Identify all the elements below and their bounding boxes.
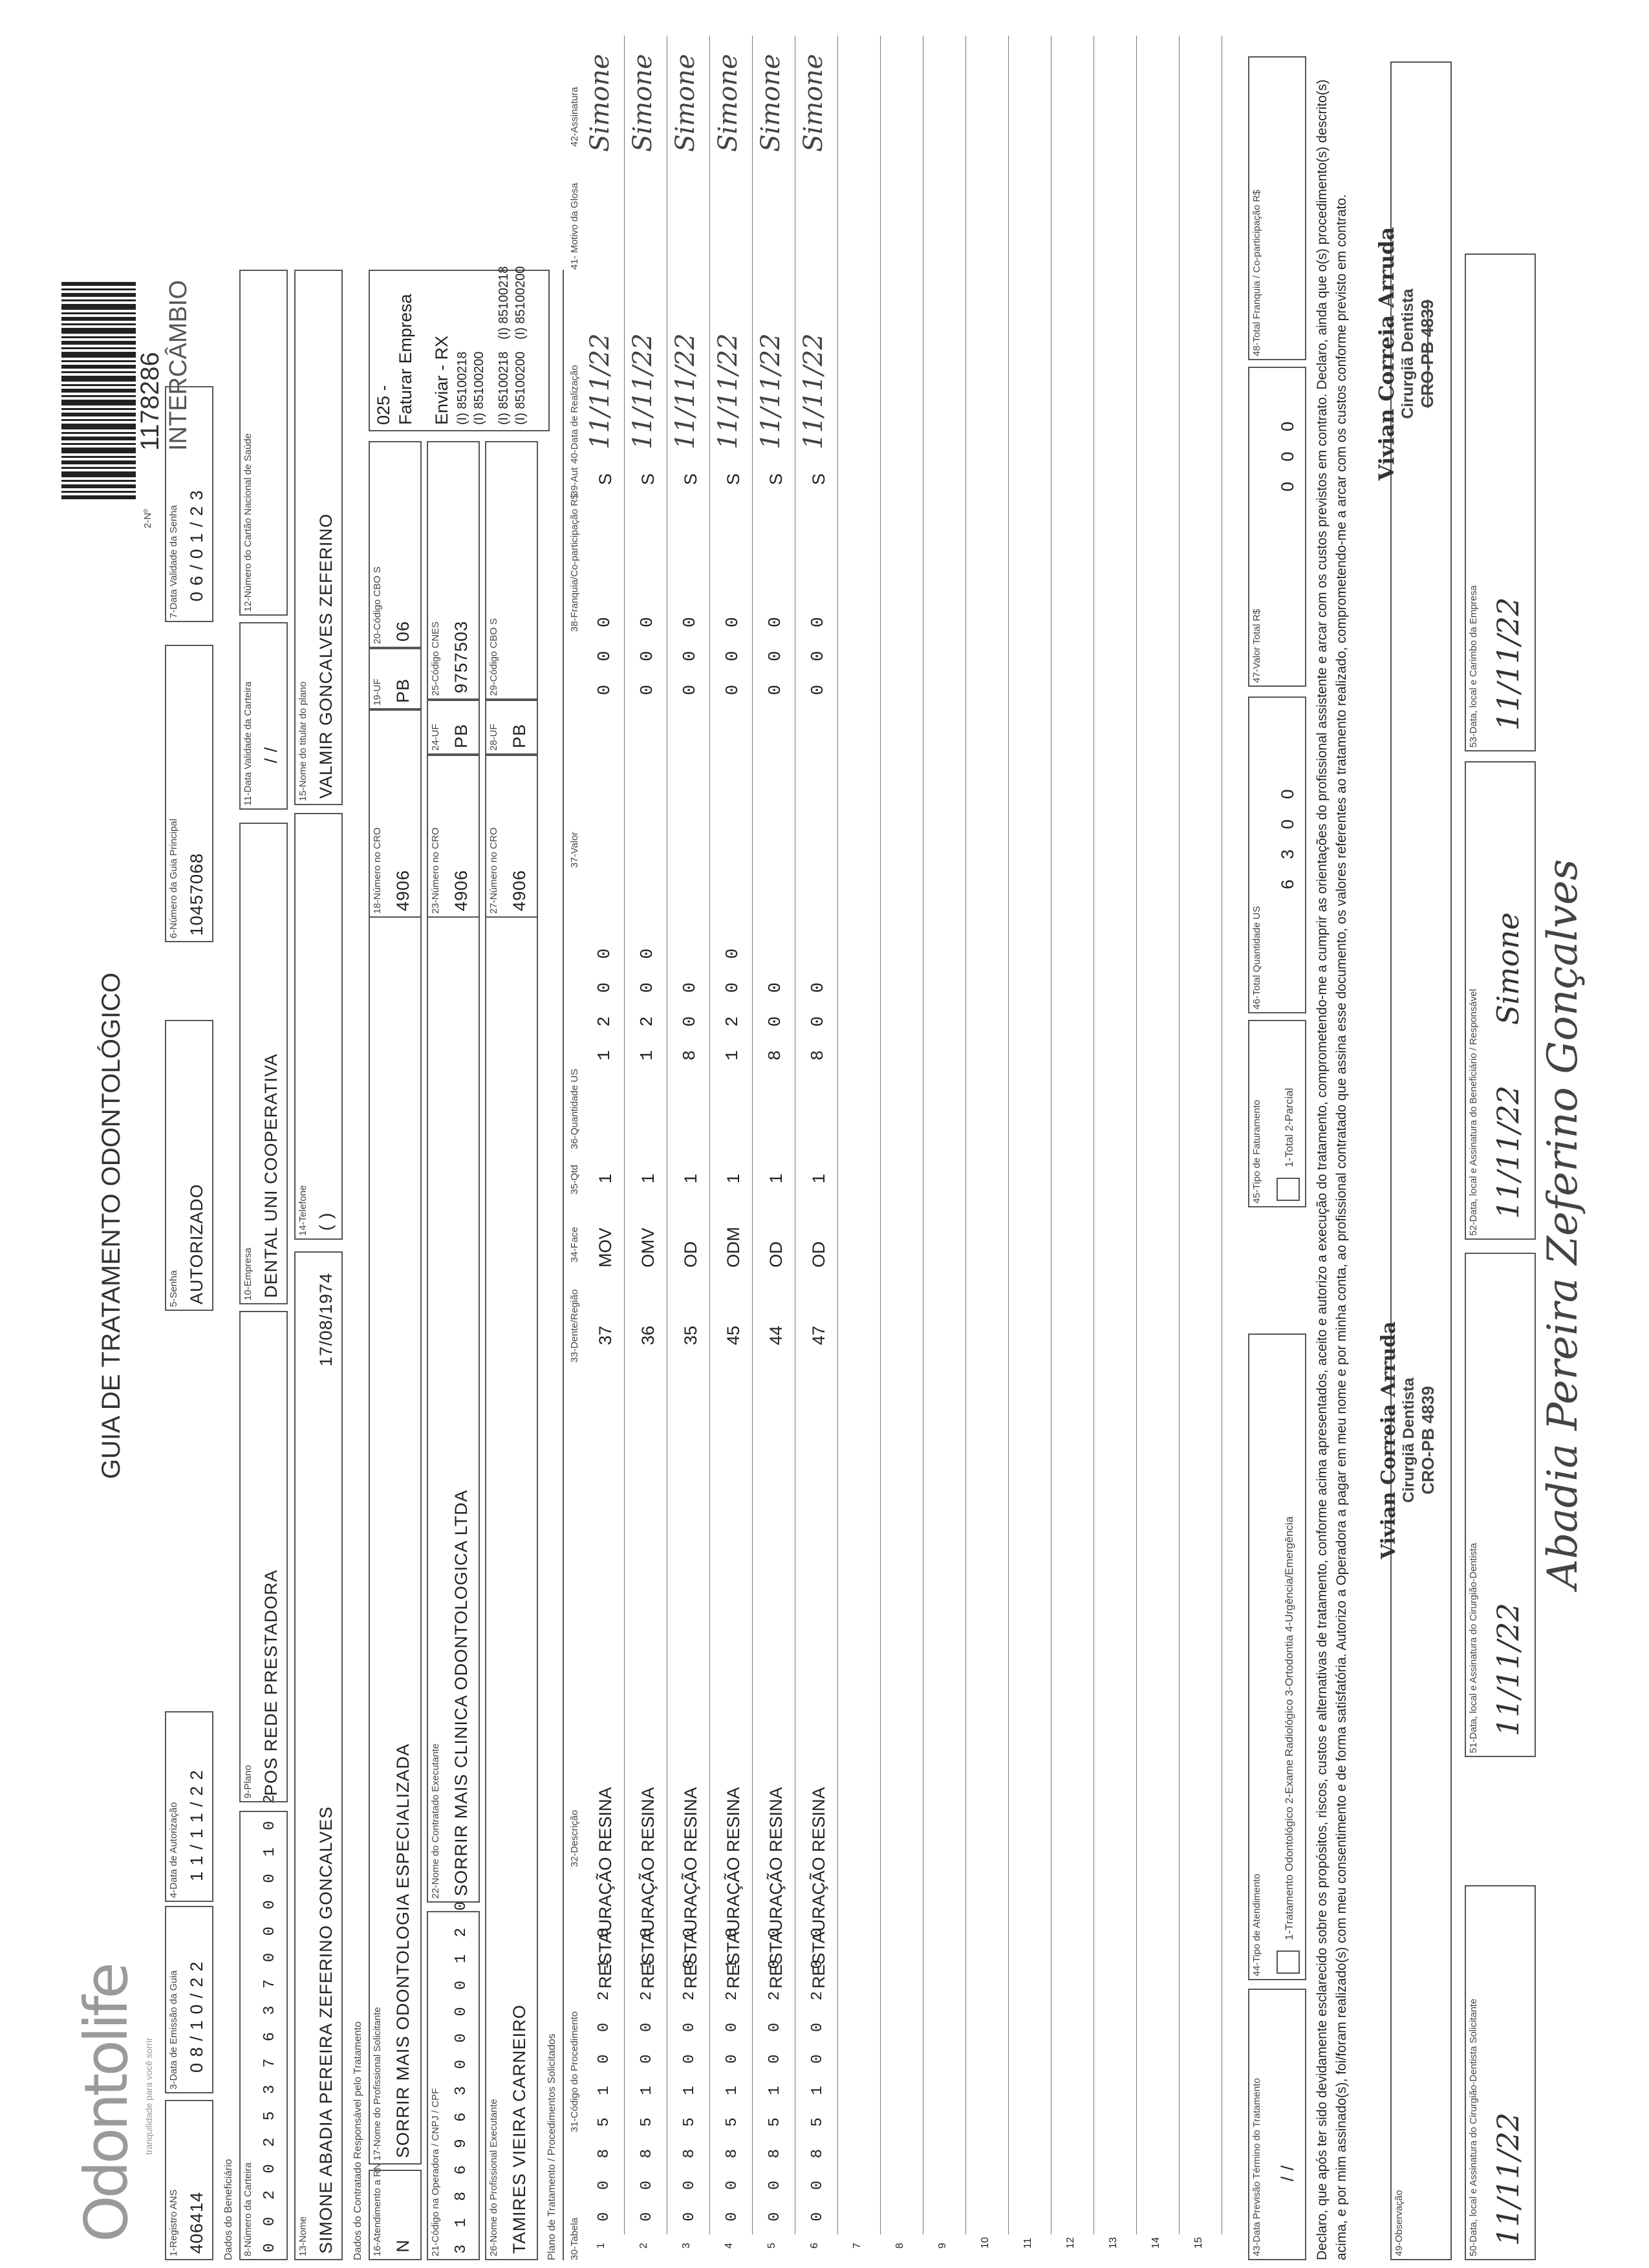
field-prof-solicitante[interactable]: 17-Nome do Profissional Solicitante SORRIR MAIS ODONTOLOGIA ESPECIALIZADA	[369, 916, 422, 2165]
stamp-left-cro: CRO-PB 4839	[1418, 1386, 1438, 1495]
sig52-name: Simone	[1491, 912, 1525, 1025]
cro-solicitante-value: 4906	[393, 869, 413, 911]
table-row[interactable]	[1012, 11, 1055, 2260]
table-row[interactable]	[969, 11, 1012, 2260]
guide-number: 1178286	[136, 352, 164, 451]
cell-n: 7	[852, 2243, 863, 2249]
header-descricao: 32-Descrição	[569, 1809, 580, 1867]
cell-codigo: 0 0 8 5 1 0 0 2 0 0	[809, 1921, 826, 2221]
uf-prof-executante-value: PB	[510, 723, 529, 748]
field-validade-carteira[interactable]: 11-Data Validade da Carteira / /	[239, 622, 288, 810]
cell-qtd-us: 8 0 0	[766, 975, 786, 1061]
field-tipo-atendimento[interactable]: 44-Tipo de Atendimento 1-Tratamento Odontológico 2-Exame Radiológico 3-Ortodontia 4-Urgência/Emergência	[1248, 1334, 1306, 1980]
row-rule	[837, 36, 838, 2234]
cell-assinatura: Simone	[585, 54, 615, 152]
field-data-emissao[interactable]: 3-Data de Emissão da Guia 0 8 / 1 0 / 2 2	[165, 1906, 213, 2093]
cell-valor: 0 0 0	[596, 610, 615, 695]
total-us-value: 6 3 0 0	[1278, 781, 1297, 889]
cell-n: 13	[1108, 2237, 1119, 2249]
row-rule	[1136, 36, 1137, 2234]
cro-executante-contratado-value: 4906	[451, 869, 471, 911]
cell-qtd: 1	[681, 1173, 700, 1183]
row-rule	[709, 36, 710, 2234]
field-empresa[interactable]: 10-Empresa DENTAL UNI COOPERATIVA	[239, 823, 288, 1304]
field-previsao-termino[interactable]: 43-Data Previsão Término do Tratamento / /	[1248, 1989, 1306, 2260]
cell-qtd-us: 1 2 0 0	[724, 942, 743, 1061]
cell-qtd-us: 8 0 0	[809, 975, 828, 1061]
side-note-4: (I) 85100218	[455, 351, 469, 425]
field-uf-executante-contratado[interactable]: 24-UF PB	[427, 700, 480, 755]
side-note-9: (I) 85100200	[513, 266, 528, 340]
field-prof-executante[interactable]: 26-Nome do Profissional Executante TAMIRES VIEIRA CARNEIRO	[485, 916, 538, 2260]
table-row[interactable]	[841, 11, 884, 2260]
cell-n: 12	[1065, 2237, 1076, 2249]
side-note-8: (I) 85100218	[497, 266, 511, 340]
uf-solicitante-value: PB	[393, 678, 413, 703]
cell-qtd: 1	[724, 1173, 743, 1183]
cell-qtd: 1	[809, 1173, 828, 1183]
row-rule	[1008, 36, 1009, 2234]
field-total-franquia[interactable]: 48-Total Franquia / Co-participação R$	[1248, 56, 1306, 360]
cell-n: 1	[596, 2243, 607, 2249]
cell-aut: S	[681, 473, 700, 485]
table-row[interactable]	[1097, 11, 1140, 2260]
field-cnes[interactable]: 25-Código CNES 9757503	[427, 441, 480, 700]
row-rule	[965, 36, 966, 2234]
signature-box-50[interactable]: 50-Data, local e Assinatura do Cirurgião-Dentista Solicitante 11/11/22	[1465, 1885, 1536, 2260]
field-cro-solicitante[interactable]: 18-Número no CRO 4906	[369, 709, 422, 916]
header-aut: 39-Aut	[569, 467, 580, 496]
cell-valor: 0 0 0	[809, 610, 828, 695]
table-row[interactable]	[1183, 11, 1225, 2260]
field-guia-principal[interactable]: 6-Número da Guia Principal 10457068	[165, 645, 213, 942]
table-row[interactable]	[799, 11, 841, 2260]
table-row[interactable]	[756, 11, 799, 2260]
cell-valor: 0 0 0	[638, 610, 658, 695]
stamp-right-name: Vivian Correia Arruda	[1374, 226, 1399, 481]
cell-n: 15	[1193, 2237, 1204, 2249]
cell-codigo: 0 0 8 5 1 0 0 2 1 8	[724, 1921, 741, 2221]
cell-qtd: 1	[638, 1173, 658, 1183]
cell-codigo: 0 0 8 5 1 0 0 2 1 8	[596, 1921, 613, 2221]
tipo-faturamento-options: 1-Total 2-Parcial	[1283, 1088, 1295, 1167]
field-titular[interactable]: 15-Nome do titular do plano VALMIR GONCALVES ZEFERINO	[294, 270, 343, 805]
cell-qtd: 1	[596, 1173, 615, 1183]
row-rule	[752, 36, 753, 2234]
side-note-7: (I) 85100200	[472, 351, 486, 425]
field-senha[interactable]: 5-Senha AUTORIZADO	[165, 1020, 213, 1311]
plano-value: POS REDE PRESTADORA	[261, 1569, 281, 1796]
table-row[interactable]	[585, 11, 628, 2260]
cell-qtd-us: 1 2 0 0	[596, 942, 615, 1061]
cell-codigo: 0 0 8 5 1 0 0 2 0 0	[766, 1921, 784, 2221]
stamp-right-title: Cirurgiã Dentista	[1399, 288, 1417, 419]
logo-tagline: tranquilidade para você sorrir	[144, 2037, 154, 2155]
handwritten-full-name: Abadia Pereira Zeferino Gonçalves	[1539, 859, 1587, 1589]
tipo-atendimento-options: 1-Tratamento Odontológico 2-Exame Radiológico 3-Ortodontia 4-Urgência/Emergência	[1283, 1516, 1295, 1940]
cell-n: 5	[766, 2243, 777, 2249]
contratado-executante-value: SORRIR MAIS CLINICA ODONTOLOGICA LTDA	[451, 1489, 471, 1896]
validade-carteira-value: / /	[261, 746, 281, 763]
table-row[interactable]	[628, 11, 671, 2260]
validade-senha-value: 0 6 / 0 1 / 2 3	[187, 490, 206, 601]
logo-text: Odontolife	[72, 1965, 141, 2242]
cell-assinatura: Simone	[713, 54, 743, 152]
cell-face: OMV	[638, 1227, 658, 1268]
table-row[interactable]	[713, 11, 756, 2260]
registro-ans-value: 406414	[187, 2191, 206, 2254]
side-note-2: Faturar Empresa	[396, 294, 415, 425]
sig50-date: 11/11/22	[1491, 2112, 1525, 2246]
cell-descricao: RESTAURAÇÃO RESINA	[638, 1787, 658, 1989]
cell-valor: 0 0 0	[724, 610, 743, 695]
cell-descricao: RESTAURAÇÃO RESINA	[766, 1787, 786, 1989]
cnes-value: 9757503	[451, 620, 471, 693]
dentist-stamp-left	[1377, 1304, 1438, 1576]
atendimento-rn-value: N	[393, 2239, 413, 2252]
cell-data: 11/11/22	[799, 333, 828, 449]
sig51-date: 11/11/22	[1491, 1603, 1525, 1736]
row-rule	[624, 36, 625, 2234]
tipo-faturamento-checkbox[interactable]	[1277, 1178, 1300, 1201]
cell-valor: 0 0 0	[681, 610, 700, 695]
field-atendimento-rn[interactable]: 16-Atendimento a RN N	[369, 2170, 422, 2260]
header-qtd: 35-Qtd	[569, 1165, 580, 1194]
field-nome[interactable]: 13-Nome SIMONE ABADIA PEREIRA ZEFERINO GONCALVES 17/08/1974	[294, 1251, 343, 2260]
cell-data: 11/11/22	[756, 333, 786, 449]
cell-assinatura: Simone	[799, 54, 828, 152]
cell-n: 11	[1022, 2238, 1033, 2249]
empresa-value: DENTAL UNI COOPERATIVA	[261, 1053, 281, 1298]
header-assinatura: 42-Assinatura	[569, 87, 580, 147]
sig53-date: 11/11/22	[1491, 597, 1525, 731]
table-row[interactable]	[671, 11, 713, 2260]
field-data-autorizacao[interactable]: 4-Data de Autorização 1 1 / 1 1 / 2 2	[165, 1711, 213, 1902]
header-valor: 37-Valor	[569, 832, 580, 868]
cell-n: 14	[1150, 2237, 1161, 2249]
cell-codigo: 0 0 8 5 1 0 0 2 0 0	[681, 1921, 698, 2221]
cell-n: 2	[638, 2243, 649, 2249]
field-tipo-faturamento[interactable]: 45-Tipo de Faturamento 1-Total 2-Parcial	[1248, 1020, 1306, 1207]
field-cbo-prof-executante[interactable]: 29-Código CBO S	[485, 441, 538, 700]
valor-total-value: 0 0 0	[1278, 413, 1297, 491]
field-cartao-nacional[interactable]: 12-Número do Cartão Nacional de Saúde	[239, 270, 288, 616]
field-codigo-operadora[interactable]: 21-Código na Operadora / CNPJ / CPF 3 1 8 6 9 6 3 0 0 0 0 1 2 0	[427, 1911, 480, 2260]
field-uf-prof-executante[interactable]: 28-UF PB	[485, 700, 538, 755]
side-note-1: 025 -	[374, 385, 393, 425]
cell-dente: 44	[766, 1325, 786, 1345]
cell-face: OD	[766, 1241, 786, 1268]
cell-dente: 35	[681, 1325, 700, 1345]
declaration-text: Declaro, que após ter sido devidamente esclarecido sobre os propósitos, riscos, custos e alternativas de tratamento, conforme acima apresentados, aceito e autorizo a execução do tratamento, comprometendo-me a cumprir as orientações do profissional assistente e arcar com os custos previstos em contrato. Declaro, ainda que o(s) procedimento(s) descrito(s) acima, e por mim assinado(s), foi/foram realizado(s) com meu consentimento e de forma satisfatória. Autorizo a Operadora a pagar em meu nome e por minha conta, ao profissional contratado que assina esse documento, os valores referentes ao tratamento realizado, comprometendo-me a arcar com os custos conforme previsto em contrato.	[1315, 79, 1349, 2260]
table-row[interactable]	[927, 11, 969, 2260]
header-dente: 33-Dente/Região	[569, 1289, 580, 1363]
field-valor-total[interactable]: 47-Valor Total R$ 0 0 0	[1248, 367, 1306, 687]
cell-face: OD	[809, 1241, 828, 1268]
field-registro-ans[interactable]: 1-Registro ANS 406414	[165, 2100, 213, 2260]
cell-n: 8	[894, 2243, 905, 2249]
sig52-date: 11/11/22	[1491, 1085, 1525, 1219]
cell-n: 6	[809, 2243, 820, 2249]
titular-value: VALMIR GONCALVES ZEFERINO	[316, 513, 336, 799]
field-observacao[interactable]: 49-Observação	[1390, 61, 1452, 2260]
field-total-us[interactable]: 46-Total Quantidade US 6 3 0 0	[1248, 697, 1306, 1013]
cell-assinatura: Simone	[628, 54, 658, 152]
cell-data: 11/11/22	[713, 333, 743, 449]
header-face: 34-Face	[569, 1226, 580, 1262]
telefone-value: ( )	[316, 1212, 336, 1231]
cell-qtd-us: 8 0 0	[681, 975, 700, 1061]
cell-n: 10	[980, 2237, 991, 2249]
cell-aut: S	[724, 473, 743, 485]
stamp-right-cro: CRO-PB 4839	[1417, 299, 1437, 408]
signature-box-53[interactable]: 53-Data, local e Carimbo da Empresa 11/11/22	[1465, 254, 1536, 751]
cell-qtd-us: 1 2 0 0	[638, 942, 658, 1061]
guia-principal-value: 10457068	[187, 852, 206, 936]
senha-value: AUTORIZADO	[187, 1183, 206, 1304]
header-franquia: 38-Franquia/Co-participação R$	[569, 493, 580, 632]
cell-aut: S	[809, 473, 828, 485]
field-cbo-solicitante[interactable]: 20-Código CBO S 06	[369, 441, 422, 648]
header-motivo-glosa: 41- Motivo da Glosa	[569, 182, 580, 270]
cell-aut: S	[638, 473, 658, 485]
cell-assinatura: Simone	[756, 54, 786, 152]
cell-dente: 36	[638, 1325, 658, 1345]
previsao-value: / /	[1278, 2165, 1297, 2181]
cell-aut: S	[766, 473, 786, 485]
nome-value: SIMONE ABADIA PEREIRA ZEFERINO GONCALVES	[316, 1806, 336, 2254]
field-plano[interactable]: 9-Plano POS REDE PRESTADORA	[239, 1311, 288, 1802]
signature-box-51[interactable]: 51-Data, local e Assinatura do Cirurgião-Dentista 11/11/22	[1465, 1253, 1536, 1757]
cell-n: 9	[937, 2243, 948, 2249]
cell-data: 11/11/22	[628, 333, 658, 449]
cell-assinatura: Simone	[671, 54, 700, 152]
cell-qtd: 1	[766, 1173, 786, 1183]
section-contratado: Dados do Contratado Responsável pelo Tratamento	[352, 2021, 363, 2260]
section-plano-tratamento: Plano de Tratamento / Procedimentos Solicitados	[546, 2033, 557, 2260]
stamp-left-name: Vivian Correia Arruda	[1377, 1321, 1400, 1559]
field-validade-senha[interactable]: 7-Data Validade da Senha 0 6 / 0 1 / 2 3	[165, 386, 213, 622]
tipo-atendimento-checkbox[interactable]	[1277, 1950, 1300, 1974]
cell-descricao: RESTAURAÇÃO RESINA	[681, 1787, 700, 1989]
page-title: GUIA DE TRATAMENTO ODONTOLÓGICO	[97, 972, 125, 1479]
field-telefone[interactable]: 14-Telefone ( )	[294, 813, 343, 1240]
header-tabela: 30-Tabela	[569, 2218, 580, 2260]
header-codigo: 31-Código do Procedimento	[569, 2011, 580, 2132]
cell-n: 3	[681, 2243, 692, 2249]
cell-aut: S	[596, 473, 615, 485]
birth-date: 17/08/1974	[316, 1272, 336, 1366]
header-data-realizacao: 40-Data de Realização	[569, 365, 580, 464]
table-row[interactable]	[1055, 11, 1097, 2260]
cbo-solicitante-value: 06	[393, 620, 413, 642]
field-cro-prof-executante[interactable]: 27-Número no CRO 4906	[485, 755, 538, 916]
numero-carteira-value: 0 0 2 0 2 5 3 7 6 3 7 0 0 0 0 1 0 2	[261, 1790, 279, 2252]
data-autorizacao-value: 1 1 / 1 1 / 2 2	[187, 1769, 206, 1881]
side-note-3: Enviar - RX	[432, 335, 451, 425]
cell-descricao: RESTAURAÇÃO RESINA	[596, 1787, 615, 1989]
section-beneficiario: Dados do Beneficiário	[223, 2159, 234, 2260]
cell-face: MOV	[596, 1227, 615, 1268]
uf-executante-contratado-value: PB	[451, 723, 471, 748]
cell-valor: 0 0 0	[766, 610, 786, 695]
cell-codigo: 0 0 8 5 1 0 0 2 1 8	[638, 1921, 656, 2221]
cell-dente: 47	[809, 1325, 828, 1345]
cell-data: 11/11/22	[585, 333, 615, 449]
data-emissao-value: 0 8 / 1 0 / 2 2	[187, 1961, 206, 2073]
prof-executante-value: TAMIRES VIEIRA CARNEIRO	[510, 2004, 529, 2254]
table-row[interactable]	[1140, 11, 1183, 2260]
cro-prof-executante-value: 4906	[510, 869, 529, 911]
guide-number-label: 2-Nº	[142, 509, 153, 528]
stamp-left-title: Cirurgiã Dentista	[1400, 1377, 1417, 1503]
field-contratado-executante[interactable]: 22-Nome do Contratado Executante SORRIR MAIS CLINICA ODONTOLOGICA LTDA	[427, 916, 480, 1903]
field-cro-executante-contratado[interactable]: 23-Número no CRO 4906	[427, 755, 480, 916]
row-rule	[880, 36, 881, 2234]
signature-box-52[interactable]: 52-Data, local e Assinatura do Beneficiário / Responsável 11/11/22 Simone	[1465, 761, 1536, 1240]
cell-face: OD	[681, 1241, 700, 1268]
cell-data: 11/11/22	[671, 333, 700, 449]
cell-descricao: RESTAURAÇÃO RESINA	[809, 1787, 828, 1989]
dentist-stamp-right	[1374, 218, 1438, 490]
cell-n: 4	[724, 2243, 735, 2249]
table-row[interactable]	[884, 11, 927, 2260]
side-note-6: (I) 85100200	[513, 351, 528, 425]
cell-face: ODM	[724, 1227, 743, 1268]
codigo-operadora-value: 3 1 8 6 9 6 3 0 0 0 0 1 2 0	[453, 1897, 470, 2254]
field-numero-carteira[interactable]: 8-Número da Carteira 0 0 2 0 2 5 3 7 6 3 7 0 0 0 0 1 0 2	[239, 1811, 288, 2260]
prof-solicitante-value: SORRIR MAIS ODONTOLOGIA ESPECIALIZADA	[393, 1743, 413, 2158]
header-qtd-us: 36-Quantidade US	[569, 1068, 580, 1149]
cell-descricao: RESTAURAÇÃO RESINA	[724, 1787, 743, 1989]
side-note-5: (I) 85100218	[497, 351, 511, 425]
field-uf-solicitante[interactable]: 19-UF PB	[369, 648, 422, 709]
intercambio-label: INTERCÂMBIO	[165, 280, 192, 451]
cell-dente: 37	[596, 1325, 615, 1345]
cell-dente: 45	[724, 1325, 743, 1345]
row-rule	[1179, 36, 1180, 2234]
